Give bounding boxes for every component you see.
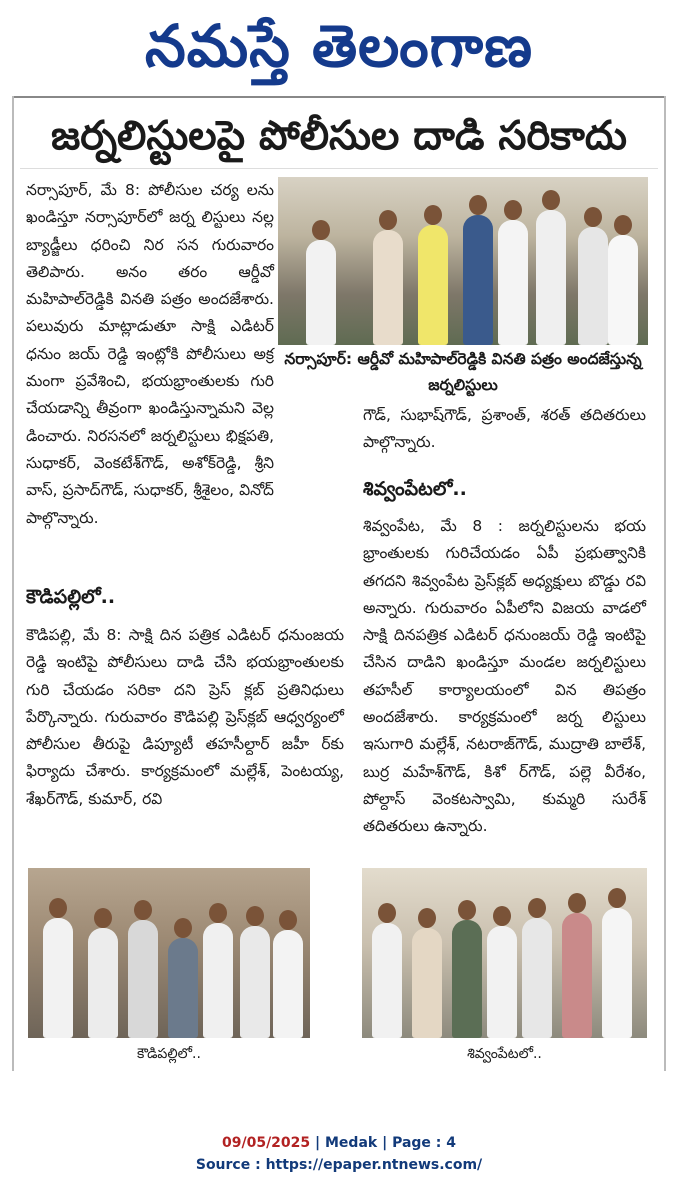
article-body-left [26, 177, 274, 532]
article-body-right-top [363, 402, 646, 457]
main-news-photo [278, 177, 648, 345]
article-paragraph-shivvampet: శివ్వంపేట, మే 8 : జర్నలిస్టులను భయ భ్రాంతులకు గురిచేయడం ఏపీ ప్రభుత్వానికి తగదని శివ్వంపేట ప్రెస్‌క్లబ్ అధ్యక్షులు బొడ్డు రవి అన్నారు. గురువారం ఏపీలోని విజయ వాడలో సాక్షి దినపత్రిక ఎడిటర్ ధనుంజయ్ రెడ్డి ఇంటిపై చేసిన దాడిని ఖండిస్తూ మండల జర్నలిస్టులు తహసీల్ కార్యాలయంలో విన తిపత్రం అందజేశారు. కార్యక్రమంలో జర్న లిస్టులు ఇసుగారి మల్లేశ్, నటరాజ్‌గౌడ్, ముద్రాతి బాలేశ్, బుర్ర మహేశ్‌గౌడ్, కిశో ర్‌గౌడ్, పల్లె వీరేశం, పోల్దాస్ వెంకటస్వామి, కుమ్మరి సురేశ్ తదితరులు ఉన్నారు. [363, 517, 646, 836]
footer-source-line [0, 1154, 678, 1176]
article-body-shivvampet [363, 513, 646, 841]
footer-source-link[interactable]: https://epaper.ntnews.com/ [265, 1157, 483, 1173]
masthead-logo: నమస్తే తెలంగాణ [145, 12, 533, 80]
frame-right-rule [664, 96, 666, 1071]
shivvampet-photo-caption: శివ్వంపేటలో.. [467, 1046, 542, 1062]
footer-source-label: Source : [195, 1157, 266, 1173]
page-footer [0, 1132, 678, 1176]
section-heading-shivvampet: శివ్వంపేటలో.. [363, 478, 467, 500]
article-paragraph-continued: గౌడ్, సుభాష్‌గౌడ్, ప్రశాంత్, శరత్ తదితరులు పాల్గొన్నారు. [363, 406, 646, 452]
shivvampet-photo [362, 868, 647, 1038]
footer-date: 09/05/2025 [221, 1135, 311, 1151]
kowdipalli-photo [28, 868, 310, 1038]
frame-left-rule [12, 96, 14, 1071]
footer-edition-page: | Medak | Page : 4 [310, 1135, 457, 1151]
frame-top-rule [12, 96, 666, 98]
kowdipalli-photo-caption: కౌడిపల్లిలో.. [137, 1046, 201, 1062]
masthead [0, 0, 678, 92]
article-paragraph-narsapur: నర్సాపూర్, మే 8: పోలీసుల చర్య లను ఖండిస్తూ నర్సాపూర్‌లో జర్న లిస్టులు నల్ల బ్యాడ్జీలు ధరించి నిర సన గురువారం తెలిపారు. అనం తరం ఆర్డీవో మహిపాల్‌రెడ్డికి వినతి పత్రం అందజేశారు. పలువురు మాట్లాడుతూ సాక్షి ఎడిటర్ ధనుం జయ్ రెడ్డి ఇంట్లోకి పోలీసులు అక్ర మంగా ప్రవేశించి, భయభ్రాంతులకు గురి చేయడాన్ని తీవ్రంగా ఖండిస్తున్నామని వెల్ల డించారు. నిరసనలో జర్నలిస్టులు భిక్షపతి, సుధాకర్, వెంకటేశ్‌గౌడ్, అశోక్‌రెడ్డి, శ్రీని వాస్, ప్రసాద్‌గౌడ్, సుధాకర్, శ్రీశైలం, వినోద్ పాల్గొన్నారు. [26, 181, 274, 527]
section-heading-kowdipalli: కౌడిపల్లిలో.. [26, 586, 116, 608]
footer-edition-line [0, 1132, 678, 1154]
main-photo-caption: నర్సాపూర్: ఆర్డీవో మహిపాల్‌రెడ్డికి వినతి పత్రం అందజేస్తున్న జర్నలిస్టులు [284, 350, 642, 394]
article-headline: జర్నలిస్టులపై పోలీసుల దాడి సరికాదు [20, 104, 658, 169]
article-paragraph-kowdipalli: కౌడిపల్లి, మే 8: సాక్షి దిన పత్రిక ఎడిటర్ ధనుంజయ రెడ్డి ఇంటిపై పోలీసులు దాడి చేసి భయభ్రాంతులకు గురి చేయడం సరికా దని ప్రెస్ క్లబ్ ప్రతినిధులు పేర్కొన్నారు. గురువారం కౌడిపల్లి ప్రెస్‌క్లబ్ ఆధ్వర్యంలో పోలీసుల తీరుపై డిప్యూటీ తహసీల్దార్ జహీ ర్‌కు ఫిర్యాదు చేశారు. కార్యక్రమంలో మల్లేశ్, పెంటయ్య, శేఖర్‌గౌడ్, కుమార్, రవి [26, 626, 344, 808]
article-body-kowdipalli [26, 622, 344, 813]
